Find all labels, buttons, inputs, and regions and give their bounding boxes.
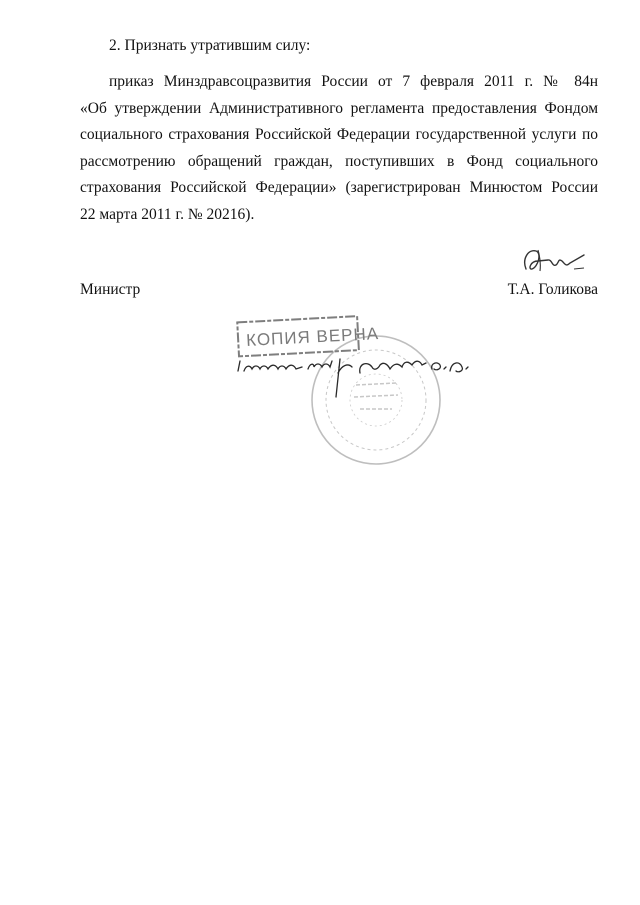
section-heading: 2. Признать утратившим силу: (109, 37, 311, 54)
signature-row (80, 280, 598, 304)
body-line: «Об утверждении Административного регламента предоставления Фондом (80, 99, 598, 117)
copy-stamp (237, 315, 380, 356)
handwritten-note (238, 359, 468, 397)
round-seal (312, 336, 440, 464)
certification-stamp (228, 305, 488, 475)
body-line: социального страхования Российской Федерации государственной услуги по (80, 126, 598, 144)
signatory-name: Т.А. Голикова (507, 281, 598, 298)
copy-stamp-text: КОПИЯ ВЕРНА (245, 324, 380, 350)
body-paragraph (80, 69, 598, 229)
signatory-title: Министр (80, 281, 141, 298)
body-line: 22 марта 2011 г. № 20216). (80, 205, 255, 223)
body-line: рассмотрению обращений граждан, поступивших в Фонд социального (80, 152, 598, 170)
minister-signature (518, 243, 588, 279)
body-line: страхования Российской Федерации» (зарегистрирован Минюстом России (80, 179, 598, 197)
body-line: приказ Минздравсоцразвития России от 7 февраля 2011 г. № 84н (109, 73, 598, 90)
